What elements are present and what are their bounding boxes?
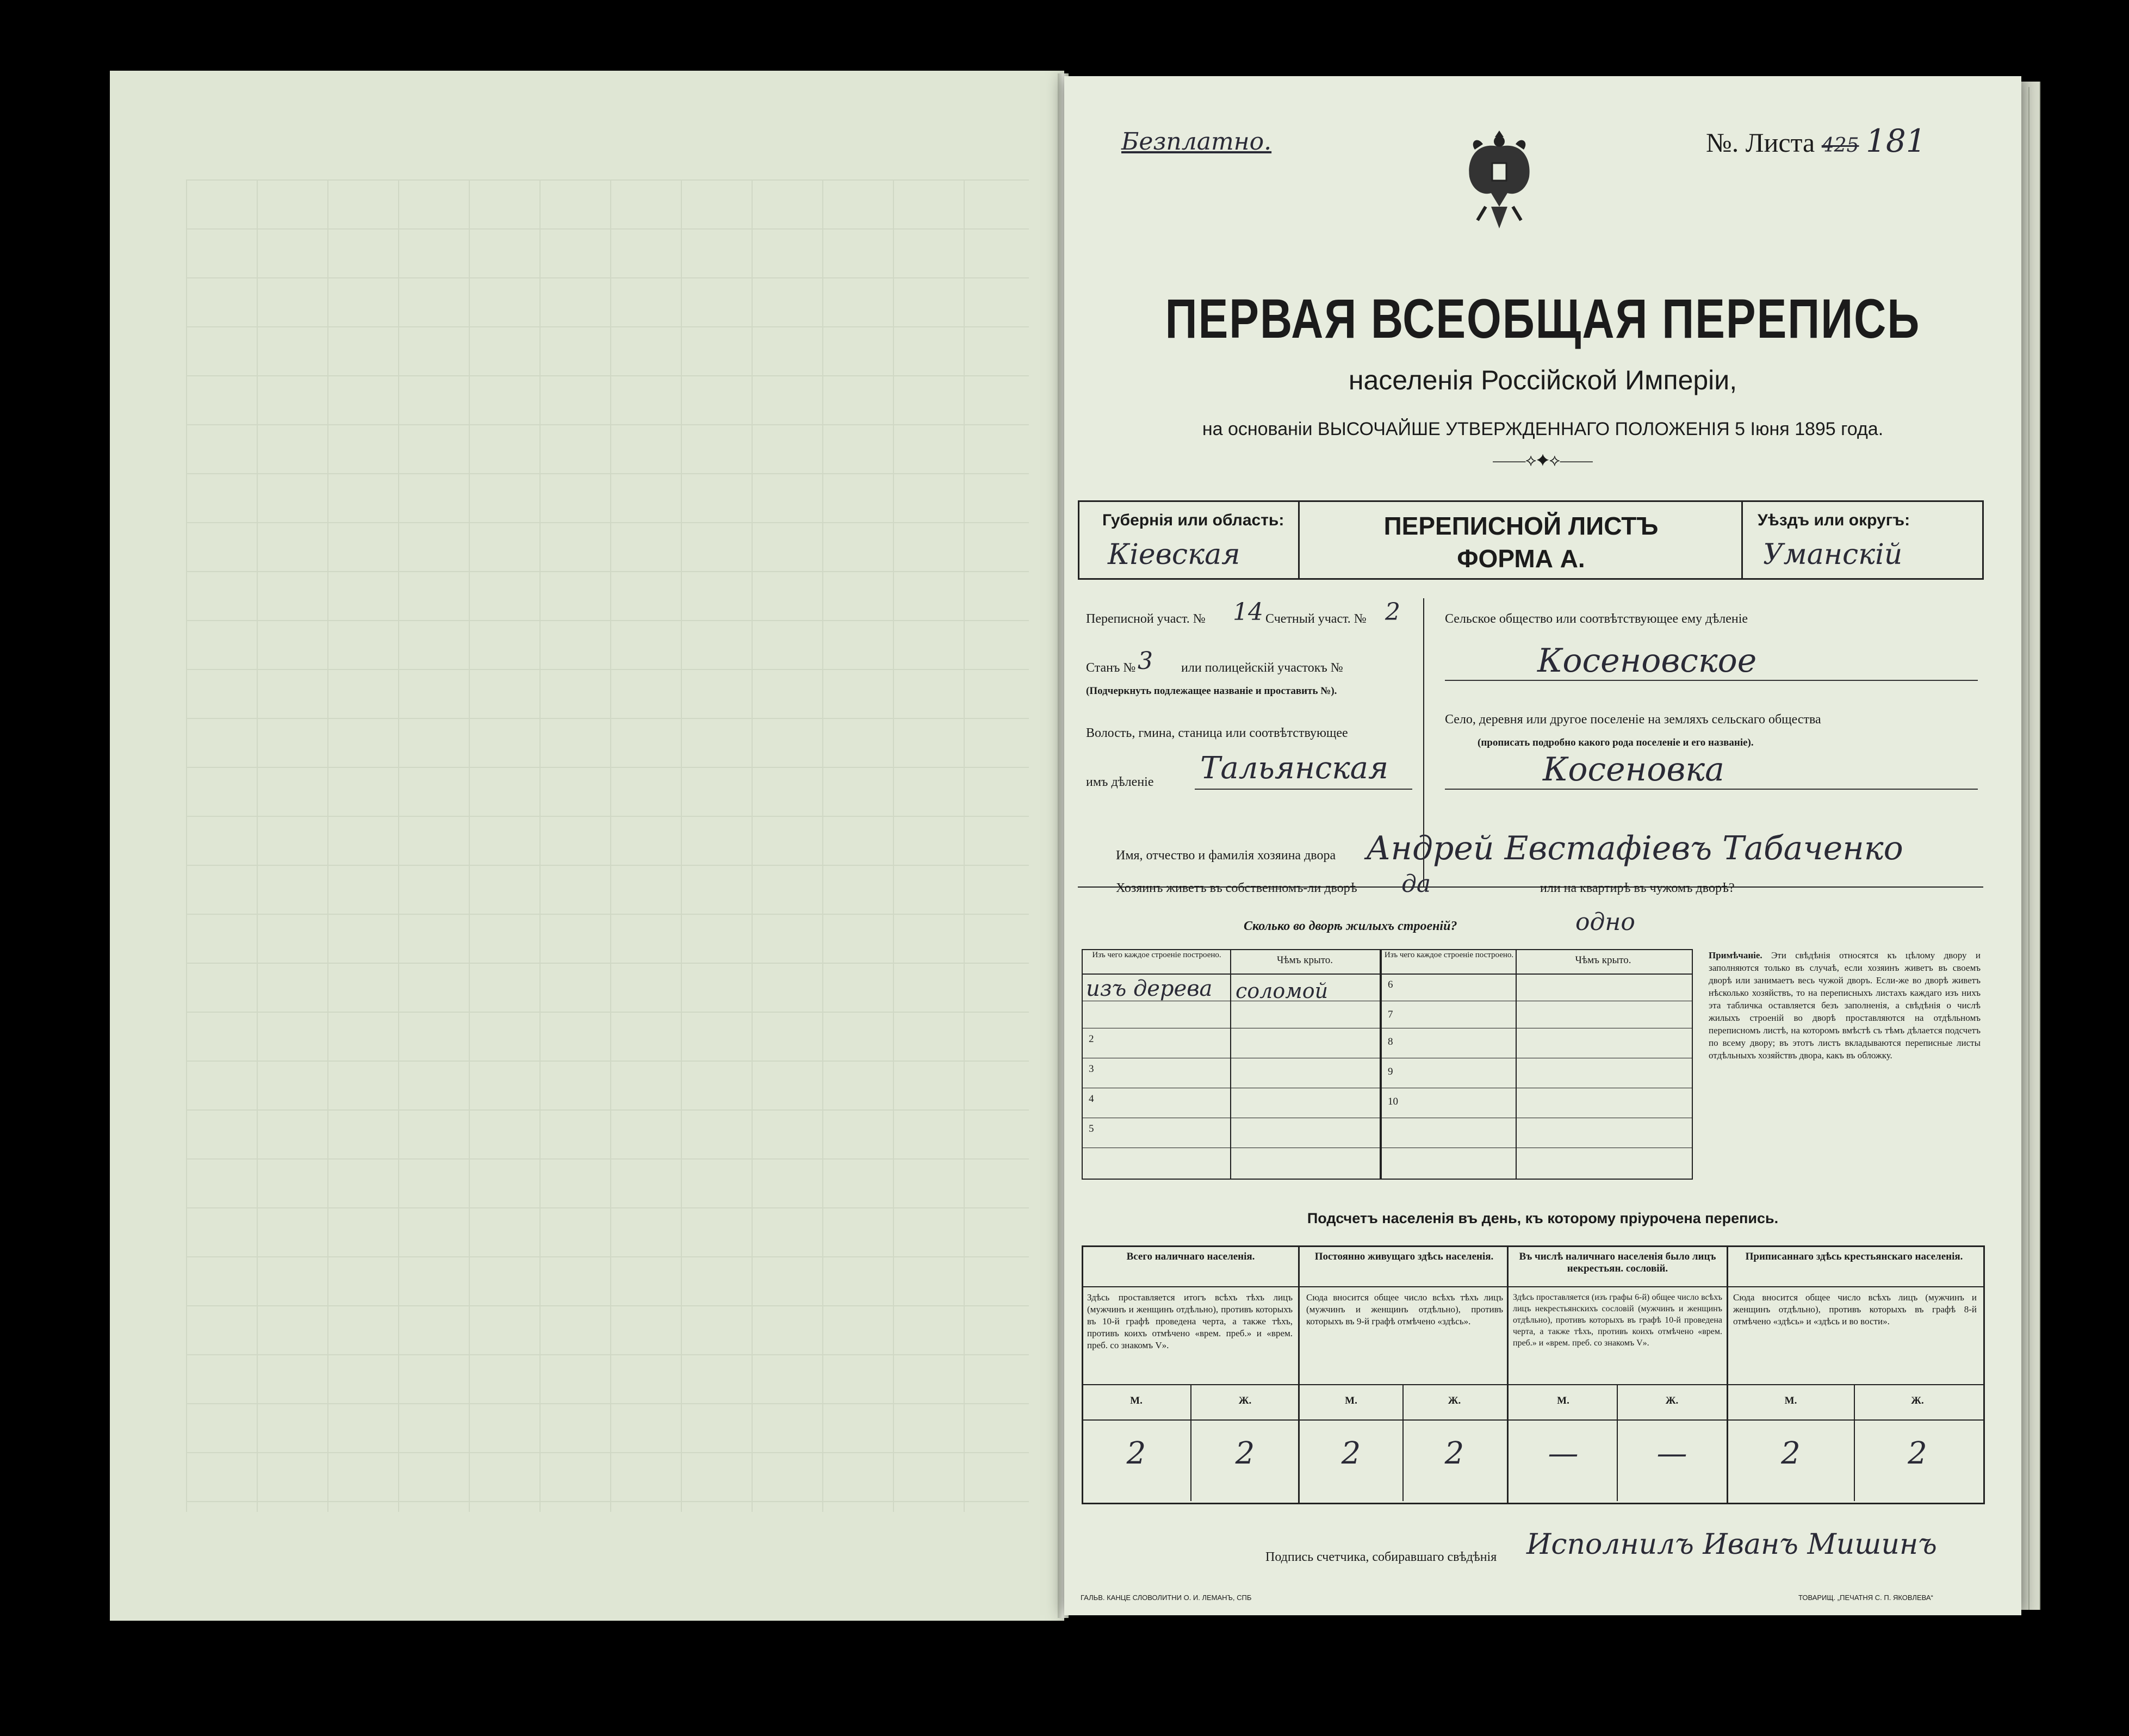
pop-line xyxy=(1082,1384,1984,1385)
section-label: Переписной участ. № xyxy=(1086,612,1206,626)
buildings-value: одно xyxy=(1575,908,1635,936)
society-label: Сельское общество или соотвѣтствующее ему дѣленіе xyxy=(1445,612,1748,626)
stan-note: (Подчеркнуть подлежащее названіе и проставить №). xyxy=(1086,685,1337,697)
row-num: 5 xyxy=(1089,1123,1094,1134)
pop-col-2-m: 2 xyxy=(1341,1436,1361,1471)
ornament-divider: ——⟡✦⟡—— xyxy=(1493,451,1593,469)
row-num: 6 xyxy=(1388,979,1393,990)
pop-divider xyxy=(1298,1245,1300,1504)
row-num: 10 xyxy=(1388,1096,1398,1107)
note-title: Примѣчаніе. xyxy=(1709,950,1762,960)
form-title-line2: ФОРМА А. xyxy=(1457,544,1585,573)
row-1-material: изъ дерева xyxy=(1086,976,1213,1001)
village-line xyxy=(1445,789,1978,790)
count-label: Счетный участ. № xyxy=(1265,612,1367,626)
pop-col-3-f: — xyxy=(1656,1436,1687,1471)
signature-label: Подпись счетчика, собиравшаго свѣдѣнія xyxy=(1265,1550,1497,1564)
table-col xyxy=(1230,949,1231,1180)
right-page xyxy=(1064,76,2021,1615)
society-value: Косеновское xyxy=(1537,642,1757,680)
row-num: 7 xyxy=(1388,1009,1393,1020)
owner-lives-value: да xyxy=(1401,870,1431,898)
col-roof-header: Чѣмъ крыто. xyxy=(1575,954,1631,966)
province-label: Губернія или область: xyxy=(1102,511,1284,529)
row-num: 8 xyxy=(1388,1036,1393,1047)
pop-col-1-f: 2 xyxy=(1235,1436,1255,1471)
pop-col-4-title: Приписаннаго здѣсь крестьянскаго населенія. xyxy=(1745,1251,1963,1262)
double-headed-eagle-icon xyxy=(1458,125,1540,234)
pop-col-3-f-label: Ж. xyxy=(1665,1395,1679,1406)
pop-col-3-title: Въ числѣ наличнаго населенія было лицъ некрестьян. сословій. xyxy=(1519,1251,1716,1274)
row-num: 9 xyxy=(1388,1066,1393,1077)
footer-left: ГАЛЬВ. КАНЦЕ СЛОВОЛИТНИ О. И. ЛЕМАНЪ, СПБ xyxy=(1081,1594,1252,1602)
divider xyxy=(1298,500,1300,580)
pop-col-1-f-label: Ж. xyxy=(1238,1395,1252,1406)
col-roof-header: Чѣмъ крыто. xyxy=(1276,954,1333,966)
row-1-roof: соломой xyxy=(1236,979,1329,1003)
note-block xyxy=(1709,949,1981,1062)
count-value: 2 xyxy=(1385,598,1400,626)
volost-line xyxy=(1195,789,1412,790)
pop-col-2-m-label: М. xyxy=(1345,1395,1357,1406)
pop-line xyxy=(1082,1419,1984,1421)
main-title: ПЕРВАЯ ВСЕОБЩАЯ ПЕРЕПИСЬ xyxy=(1165,288,1921,350)
sheet-number-crossed: 425 xyxy=(1821,134,1859,157)
pop-col-3-desc: Здѣсь проставляется (изъ графы 6-й) общее число всѣхъ лицъ некрестьянскихъ сословій (мужчинъ и женщинъ отдѣльно), противъ которыхъ въ графѣ 10-й проведена черта, а также тѣхъ, противъ коихъ отмѣчено «врем. преб.» и «врем. преб. со знакомъ V». xyxy=(1513,1293,1722,1348)
pop-col-2-title: Постоянно живущаго здѣсь населенія. xyxy=(1314,1251,1494,1262)
footer-right: ТОВАРИЩ. „ПЕЧАТНЯ С. П. ЯКОВЛЕВА“ xyxy=(1798,1594,1933,1602)
bleed-through-grid xyxy=(186,179,1029,1512)
section-value: 14 xyxy=(1233,598,1263,626)
village-value: Косеновка xyxy=(1543,751,1724,789)
table-header-line xyxy=(1082,974,1693,975)
basis-line: на основаніи ВЫСОЧАЙШЕ УТВЕРЖДЕННАГО ПОЛОЖЕНІЯ 5 Іюня 1895 года. xyxy=(1202,419,1884,439)
pop-col-2-f-label: Ж. xyxy=(1448,1395,1461,1406)
col-material-header: Изъ чего каждое строеніе построено. xyxy=(1092,951,1221,959)
pop-col-1-m: 2 xyxy=(1126,1436,1146,1471)
owner-name-value: Андрей Евстафіевъ Табаченко xyxy=(1366,829,1903,867)
pop-col-4-desc: Сюда вносится общее число всѣхъ лицъ (мужчинъ и женщинъ отдѣльно), противъ которыхъ въ графѣ 8-й отмѣчено «здѣсь» и «здѣсь и во вости». xyxy=(1733,1292,1977,1326)
pop-sub xyxy=(1617,1384,1618,1501)
sheet-number-label: №. Листа xyxy=(1706,127,1815,158)
buildings-label: Сколько во дворѣ жилыхъ строеній? xyxy=(1244,919,1457,933)
pop-col-2-desc: Сюда вносится общее число всѣхъ тѣхъ лицъ (мужчинъ и женщинъ отдѣльно), противъ которыхъ въ 9-й графѣ отмѣчено «здѣсь». xyxy=(1306,1292,1503,1326)
population-heading: Подсчетъ населенія въ день, къ которому пріурочена перепись. xyxy=(1307,1210,1779,1226)
row-num: 3 xyxy=(1089,1063,1094,1075)
district-label: Уѣздъ или округъ: xyxy=(1758,511,1910,529)
pop-col-3-m-label: М. xyxy=(1557,1395,1569,1406)
row-num: 4 xyxy=(1089,1093,1094,1105)
pop-sub xyxy=(1402,1384,1404,1501)
pop-col-2-f: 2 xyxy=(1444,1436,1464,1471)
free-label: Безплатно. xyxy=(1121,128,1272,156)
village-note: (прописать подробно какого рода поселеніе и его названіе). xyxy=(1478,737,1754,748)
volost-value: Тальянская xyxy=(1200,751,1389,786)
owner-name-label: Имя, отчество и фамилія хозяина двора xyxy=(1116,848,1336,863)
col-material-header: Изъ чего каждое строеніе построено. xyxy=(1384,951,1514,959)
pop-divider xyxy=(1727,1245,1728,1504)
row-num: 2 xyxy=(1089,1033,1094,1045)
table-col xyxy=(1516,949,1517,1180)
sheet-number xyxy=(1706,122,1926,159)
pop-col-1-desc: Здѣсь проставляется итогъ всѣхъ тѣхъ лицъ (мужчинъ и женщинъ отдѣльно), противъ которыхъ въ 10-й графѣ проведена черта, а также тѣхъ, противъ коихъ отмѣчено «врем. преб.» и «врем. преб. со знакомъ V». xyxy=(1087,1292,1293,1350)
note-text: Эти свѣдѣнія относятся къ цѣлому двору и заполняются только въ случаѣ, если хозяинъ живетъ въ своемъ дворѣ или занимаетъ весь чужой дворъ. Если-же во дворѣ живетъ нѣсколько хозяйствъ, то на переписныхъ листахъ каждаго изъ нихъ эта табличка оставляется безъ заполненія, а свѣдѣнія о числѣ жилыхъ строеній во дворѣ проставляются на отдѣльномъ переписномъ листѣ, на которомъ вмѣстѣ съ тѣмъ дѣлается подсчетъ по всему двору; въ этотъ листъ вкладываются переписные листы отдѣльныхъ хозяйствъ двора, какъ въ обложку. xyxy=(1709,950,1981,1061)
pop-col-3-m: — xyxy=(1548,1436,1579,1471)
subtitle: населенія Россійской Имперіи, xyxy=(1348,365,1737,395)
owner-lives-label: Хозяинъ живетъ въ собственномъ-ли дворѣ xyxy=(1116,881,1357,895)
police-label: или полицейскій участокъ № xyxy=(1181,661,1343,675)
volost-label-2: имъ дѣленіе xyxy=(1086,775,1154,789)
province-value: Кіевская xyxy=(1108,538,1240,571)
signature-value: Исполнилъ Иванъ Мишинъ xyxy=(1526,1528,1937,1561)
pop-col-4-f-label: Ж. xyxy=(1911,1395,1924,1406)
pop-sub xyxy=(1190,1384,1191,1501)
pop-sub xyxy=(1854,1384,1855,1501)
district-value: Уманскій xyxy=(1763,538,1903,571)
stan-label: Станъ № xyxy=(1086,661,1136,675)
pop-col-1-title: Всего наличнаго населенія. xyxy=(1126,1251,1255,1262)
volost-label-1: Волость, гмина, станица или соотвѣтствующее xyxy=(1086,726,1348,740)
sheet-number-handwritten: 181 xyxy=(1865,122,1926,159)
divider xyxy=(1741,500,1743,580)
pop-line xyxy=(1082,1286,1984,1287)
pop-col-4-m-label: М. xyxy=(1784,1395,1797,1406)
left-page xyxy=(110,71,1064,1621)
village-label: Село, деревня или другое поселеніе на земляхъ сельскаго общества xyxy=(1445,712,1821,727)
pop-divider xyxy=(1507,1245,1509,1504)
pop-col-4-f: 2 xyxy=(1908,1436,1927,1471)
owner-lives-alt-label: или на квартирѣ въ чужомъ дворѣ? xyxy=(1540,881,1735,895)
stan-value: 3 xyxy=(1138,647,1153,675)
table-divider xyxy=(1380,949,1382,1180)
form-title-line1: ПЕРЕПИСНОЙ ЛИСТЪ xyxy=(1383,512,1659,540)
pop-col-4-m: 2 xyxy=(1781,1436,1801,1471)
society-line xyxy=(1445,680,1978,681)
pop-col-1-m-label: М. xyxy=(1130,1395,1143,1406)
